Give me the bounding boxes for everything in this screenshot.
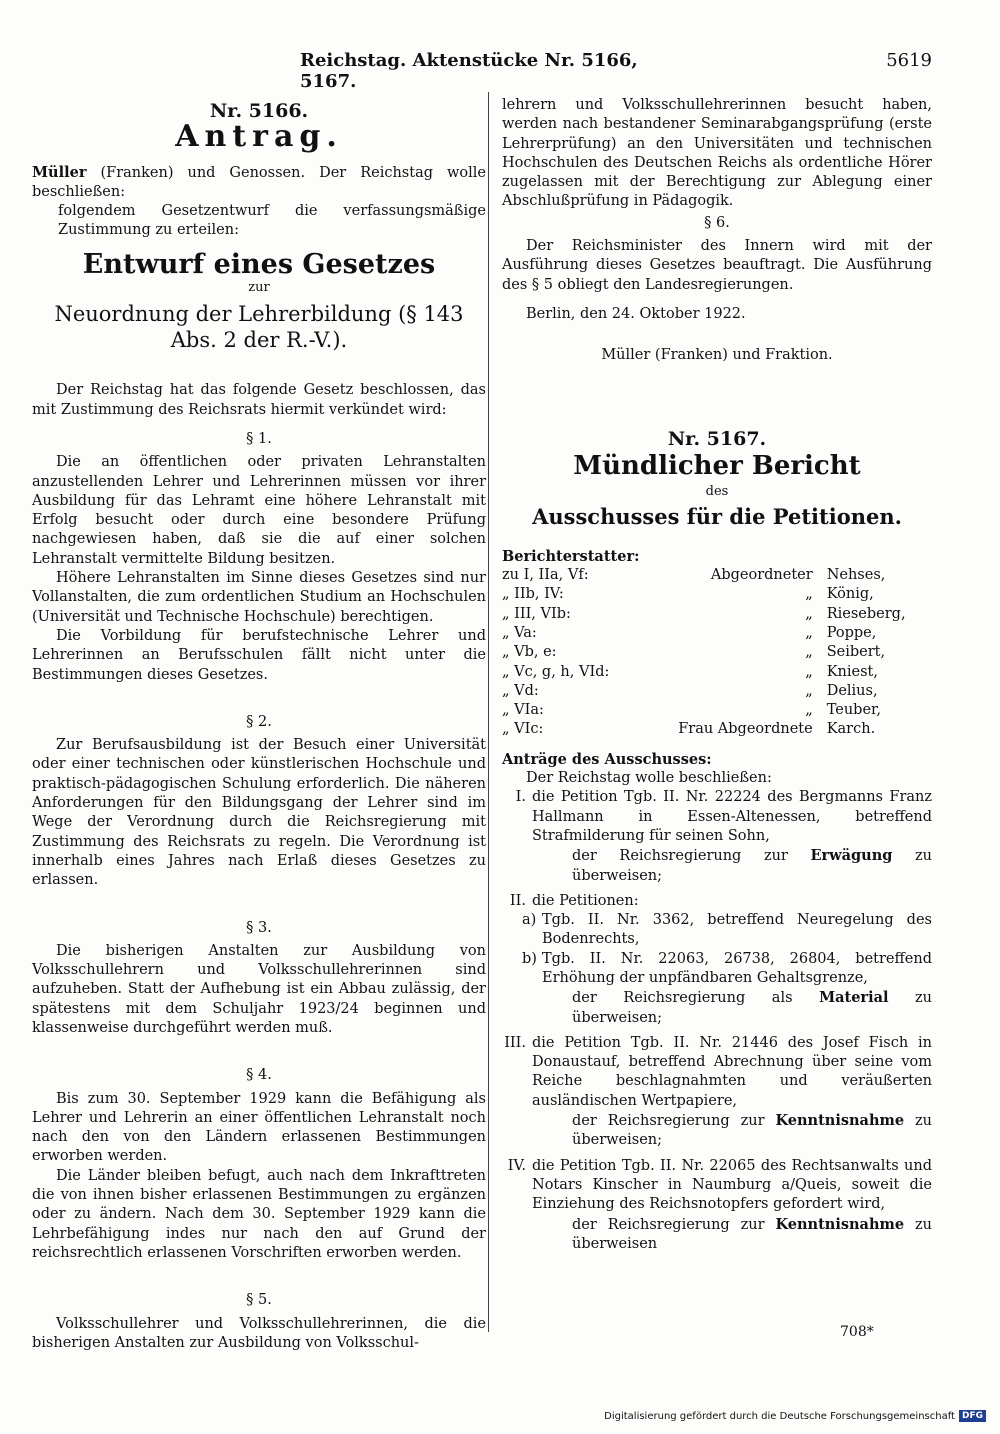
signature: Müller (Franken) und Fraktion. bbox=[601, 347, 833, 364]
decision-keyword: Erwägung bbox=[810, 847, 893, 865]
section-1-para-3: Die Vorbildung für berufstechnische Lehrer und Lehrerinnen an Berufsschulen fällt nicht unter die Bestimmungen dieses Gesetzes. bbox=[32, 627, 486, 683]
reporter-name: Karch. bbox=[826, 721, 876, 738]
motion-ii-a-text: Tgb. II. Nr. 3362, betreffend Neuregelung des Bodenrechts, bbox=[542, 912, 932, 948]
reporter-ref: „ VIa: bbox=[502, 702, 544, 719]
left-column bbox=[32, 96, 486, 1353]
decision-pre: der Reichsregierung zur bbox=[572, 1216, 776, 1233]
section-1-para-1: Die an öffentlichen oder privaten Lehranstalten anzustellenden Lehrer und Lehrerinnen müssen vor ihrer Ausbildung für das Lehramt eine höhere Lehranstalt mit Erfolg besucht oder durch eine besondere Prüfung nachgewiesen haben, daß sie die auf einer solchen Lehranstalt vermittelte Bildung besitzen. bbox=[32, 454, 486, 567]
intro-second: folgendem Gesetzentwurf die verfassungsmäßige Zustimmung zu erteilen: bbox=[58, 203, 486, 239]
motion-iii-text: die Petition Tgb. II. Nr. 21446 des Josef Fisch in Donaustauf, betreffend Abrechnung über seine vom Reiche beschlagnahmten und veräußerten ausländischen Wertpapiere, bbox=[532, 1034, 932, 1109]
motion-ii-b-number: b) bbox=[522, 950, 537, 967]
motions-intro: Der Reichstag wolle beschließen: bbox=[526, 770, 772, 787]
motion-iii-number: III. bbox=[504, 1034, 526, 1051]
intro-rest: (Franken) und Genossen. Der Reichstag wolle beschließen: bbox=[32, 164, 486, 200]
reporter-name: Teuber, bbox=[826, 702, 881, 719]
reporter-ref: zu I, IIa, Vf: bbox=[502, 567, 589, 584]
reporter-row bbox=[502, 566, 932, 585]
decision-post: zu überweisen; bbox=[572, 1113, 932, 1149]
reporter-row bbox=[502, 585, 932, 604]
motion-ii-a-number: a) bbox=[522, 912, 537, 929]
reporter-name: Delius, bbox=[826, 682, 878, 699]
bill-title: Entwurf eines Gesetzes bbox=[82, 248, 436, 280]
decision-pre: der Reichsregierung als bbox=[572, 990, 820, 1007]
motion-iii bbox=[502, 1034, 932, 1111]
decision-post: zu überweisen; bbox=[572, 848, 932, 884]
reporter-title: „ bbox=[805, 644, 813, 661]
bill-subtitle: Neuordnung der Lehrerbildung (§ 143 Abs. 2 der R.-V.). bbox=[54, 302, 464, 353]
preamble: Der Reichstag hat das folgende Gesetz beschlossen, das mit Zustimmung des Reichsrats hiermit verkündet wird: bbox=[32, 382, 486, 418]
report-title: Mündlicher Bericht bbox=[573, 450, 861, 481]
bill-zur: zur bbox=[248, 280, 270, 296]
reporter-ref: „ Va: bbox=[502, 624, 537, 641]
motion-ii-b bbox=[502, 950, 932, 989]
section-4-para-2: Die Länder bleiben befugt, auch nach dem Inkrafttreten die von ihnen bisher erlassenen Bestimmungen zu ergänzen oder zu ändern. Nach dem 30. September 1929 kann die Lehrbefähigung indes nur nach den auf Grund der reichsrechtlich erlassenen Vorschriften erworben werden. bbox=[32, 1167, 486, 1261]
section-4-para-1: Bis zum 30. September 1929 kann die Befähigung als Lehrer und Lehrerin an einer öffentlichen Lehranstalt noch nach den von den Ländern erlassenen Bestimmungen erworben werden. bbox=[32, 1090, 486, 1165]
decision-keyword: Kenntnisnahme bbox=[775, 1112, 905, 1130]
motions-label: Anträge des Ausschusses: bbox=[502, 750, 712, 768]
reporter-name: Nehses, bbox=[826, 567, 886, 584]
reporter-name: König, bbox=[826, 586, 874, 603]
reporter-row bbox=[502, 663, 932, 682]
decision-pre: der Reichsregierung zur bbox=[572, 1113, 776, 1130]
section-3-heading: § 3. bbox=[246, 919, 272, 936]
section-6-para-1: Der Reichsminister des Innern wird mit der Ausführung dieses Gesetzes beauftragt. Die Ausführung des § 5 obliegt den Landesregierungen. bbox=[502, 238, 932, 293]
committee-title: Ausschusses für die Petitionen. bbox=[532, 504, 902, 530]
reporter-row bbox=[502, 624, 932, 643]
motion-ii-a bbox=[502, 911, 932, 950]
motion-iv-decision bbox=[502, 1215, 932, 1255]
reporters-table bbox=[502, 566, 932, 740]
motion-iv-number: IV. bbox=[507, 1157, 526, 1174]
section-2-para-1: Zur Berufsausbildung ist der Besuch einer Universität oder einer technischen oder künstlerischen Hochschule und praktisch-pädagogischen Schulung erforderlich. Die näheren Anforderungen für den Bildungsgang der Lehrer sind im Wege der Verordnung durch die Reichsregierung mit Zustimmung des Reichsrats zu regeln. Die Verordnung ist innerhalb eines Jahres nach Erlaß dieses Gesetzes zu erlassen. bbox=[32, 737, 486, 889]
document-number: Nr. 5166. bbox=[209, 100, 309, 122]
sheet-signature: 708* bbox=[840, 1324, 874, 1340]
section-2-heading: § 2. bbox=[246, 713, 272, 730]
motion-iv bbox=[502, 1157, 932, 1215]
decision-pre: der Reichsregierung zur bbox=[572, 848, 811, 865]
section-1-para-2: Höhere Lehranstalten im Sinne dieses Gesetzes sind nur Vollanstalten, die zum ordentlichen Studium an Hochschulen (Universität und Technische Hochschule) berechtigen. bbox=[32, 570, 486, 625]
decision-keyword: Material bbox=[819, 989, 889, 1007]
reporter-ref: „ VIc: bbox=[502, 721, 544, 738]
decision-keyword: Kenntnisnahme bbox=[775, 1215, 905, 1233]
motion-ii-text: die Petitionen: bbox=[532, 892, 639, 909]
reporters-label: Berichterstatter: bbox=[502, 547, 640, 565]
document-type-title: Antrag. bbox=[175, 119, 343, 155]
reporter-row bbox=[502, 701, 932, 720]
running-header bbox=[300, 50, 940, 92]
column-divider bbox=[488, 92, 489, 1332]
reporter-row bbox=[502, 720, 932, 739]
decision-post: zu überweisen bbox=[572, 1216, 932, 1252]
section-5-continuation: lehrern und Volksschullehrerinnen besucht haben, werden nach bestandener Seminarabgangsprüfung (erste Lehrerprüfung) an den Universitäten und technischen Hochschulen des Deutschen Reichs als ordentliche Hörer zugelassen mit der Berechtigung zur Ablegung einer Abschlußprüfung in Pädagogik. bbox=[502, 97, 932, 210]
motion-iv-text: die Petition Tgb. II. Nr. 22065 des Rechtsanwalts und Notars Kinscher in Naumburg a/Queis, soweit die Einziehung des Reichsnotopfers gefordert wird, bbox=[532, 1157, 932, 1213]
motion-ii-decision bbox=[502, 988, 932, 1028]
section-4-heading: § 4. bbox=[246, 1067, 272, 1084]
reporter-row bbox=[502, 605, 932, 624]
motion-i bbox=[502, 788, 932, 846]
section-6-heading: § 6. bbox=[704, 214, 730, 231]
reporter-row bbox=[502, 643, 932, 662]
reporter-row bbox=[502, 682, 932, 701]
motion-i-decision bbox=[502, 846, 932, 886]
dateline: Berlin, den 24. Oktober 1922. bbox=[526, 305, 746, 322]
intro-author: Müller bbox=[32, 163, 87, 181]
reporter-name: Seibert, bbox=[826, 644, 886, 661]
reporter-name: Poppe, bbox=[826, 624, 877, 641]
reporter-ref: „ Vc, g, h, VId: bbox=[502, 663, 610, 680]
report-des: des bbox=[705, 484, 729, 500]
intro-paragraph bbox=[32, 163, 486, 203]
reporter-ref: „ Vd: bbox=[502, 682, 539, 699]
reporter-name: Rieseberg, bbox=[826, 605, 906, 622]
motion-iii-decision bbox=[502, 1111, 932, 1151]
document-number-2: Nr. 5167. bbox=[667, 427, 767, 450]
reporter-title: „ bbox=[805, 605, 813, 622]
digitization-credit bbox=[604, 1410, 986, 1422]
page-number: 5619 bbox=[886, 50, 932, 71]
credit-text: Digitalisierung gefördert durch die Deutsche Forschungsgemeinschaft bbox=[604, 1410, 955, 1422]
motion-ii-b-text: Tgb. II. Nr. 22063, 26738, 26804, betreffend Erhöhung der unpfändbaren Gehaltsgrenze, bbox=[542, 950, 932, 986]
decision-post: zu überweisen; bbox=[572, 990, 932, 1026]
motion-i-text: die Petition Tgb. II. Nr. 22224 des Bergmanns Franz Hallmann in Essen-Altenessen, betreffend Strafmilderung für seinen Sohn, bbox=[532, 789, 932, 844]
reporter-title: Abgeordneter bbox=[710, 567, 813, 584]
reporter-ref: „ IIb, IV: bbox=[502, 586, 564, 603]
dfg-logo-icon: DFG bbox=[959, 1410, 986, 1422]
reporter-title: „ bbox=[805, 663, 813, 680]
header-title: Reichstag. Aktenstücke Nr. 5166, 5167. bbox=[300, 50, 638, 92]
motion-ii-number: II. bbox=[509, 892, 526, 909]
motion-ii bbox=[502, 892, 932, 911]
reporter-title: Frau Abgeordnete bbox=[678, 721, 813, 738]
reporter-title: „ bbox=[805, 702, 813, 719]
section-1-heading: § 1. bbox=[246, 430, 272, 447]
section-5-heading: § 5. bbox=[246, 1292, 272, 1309]
section-5-para-1: Volksschullehrer und Volksschullehrerinnen, die die bisherigen Anstalten zur Ausbildung von Volksschul- bbox=[32, 1315, 486, 1351]
section-3-para-1: Die bisherigen Anstalten zur Ausbildung von Volksschullehrern und Volksschullehrerinnen sind aufzuheben. Statt der Aufhebung ist ein Abbau zulässig, der spätestens mit dem Schuljahr 1923/24 beginnen und klassenweise durchgeführt werden muß. bbox=[32, 942, 486, 1036]
motion-i-number: I. bbox=[515, 789, 526, 806]
reporter-ref: „ Vb, e: bbox=[502, 644, 557, 661]
reporter-title: „ bbox=[805, 586, 813, 603]
reporter-ref: „ III, VIb: bbox=[502, 605, 571, 622]
reporter-title: „ bbox=[805, 624, 813, 641]
right-column bbox=[502, 96, 932, 1254]
reporter-title: „ bbox=[805, 682, 813, 699]
reporter-name: Kniest, bbox=[826, 663, 878, 680]
